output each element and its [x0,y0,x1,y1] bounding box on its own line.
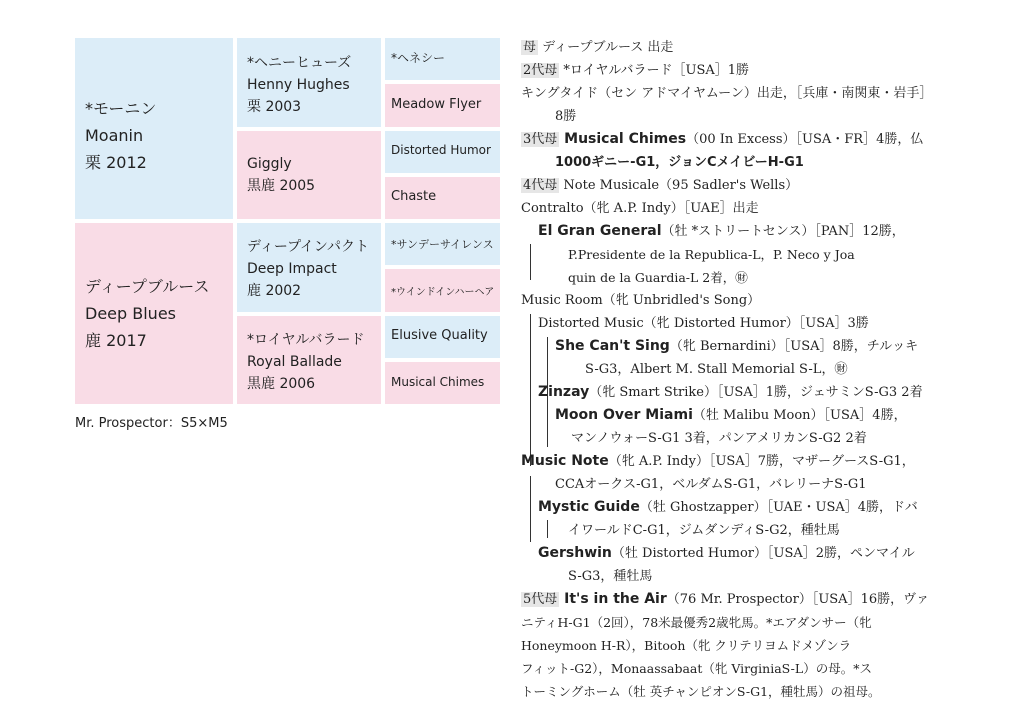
gen3-cell-1: *ヘネシー [385,38,500,80]
sire-name-jp: *モーニン [85,99,157,118]
dam-sire-info: 鹿 2002 [247,283,302,299]
sire-sire-name-jp: *ヘニーヒューズ [247,55,352,71]
line-text: ディープブルース 出走 [538,40,674,55]
generation-tag: 5代母 [523,592,558,607]
family-line: P.Presidente de la Republica-L，P. Neco y Joa [568,247,855,262]
line-text: （牝 Smart Strike）［USA］1勝，ジェサミンS-G3 2着 [589,385,923,400]
family-line: イワールドC-G1，ジムダンディS-G2，種牡馬 [568,523,840,538]
gen3-cell-7: Elusive Quality [385,316,500,358]
family-line: Music Room（牝 Unbridled's Song） [521,293,761,308]
family-line [521,496,968,519]
family-line: トーミングホーム（牡 英チャンピオンS-G1，種牡馬）の祖母。 [521,684,881,699]
sire-info: 栗 2012 [85,153,147,172]
line-text: （牝 Bernardini）［USA］8勝，チルッキ [669,339,919,354]
dam-dam-name-jp: *ロイヤルバラード [247,332,365,348]
family-line-dam [521,36,951,59]
family-line: S-G3，種牡馬 [568,569,653,584]
horse-name-bold: It's in the Air [559,591,667,607]
family-line: 8勝 [555,109,577,124]
dam-sire-cell [237,223,381,312]
horse-name-bold: Moon Over Miami [555,407,693,423]
family-line: CCAオークス-G1，ベルダムS-G1，バレリーナS-G1 [555,477,867,492]
family-line: マンノウォーS-G1 3着，パンアメリカンS-G2 2着 [571,431,867,446]
inbreeding-note: Mr. Prospector：S5×M5 [75,416,228,431]
horse-name-bold: Gershwin [538,545,612,561]
gen3-cell-5: *サンデーサイレンス [385,223,500,265]
gen3-cell-8: Musical Chimes [385,362,500,404]
dam-info: 鹿 2017 [85,331,147,350]
sire-dam-cell [237,131,381,219]
family-line: フィット-G2），Monaassabaat（牝 VirginiaS-L）の母。*ス [521,661,872,676]
dam-dam-info: 黒鹿 2006 [247,376,316,392]
line-text: （牡 Malibu Moon）［USA］4勝， [692,408,907,423]
family-line: キングタイド（セン アドマイヤムーン）出走，［兵庫・南関東・岩手］ [521,86,933,101]
family-line-2nd-dam [521,59,951,82]
dam-cell [75,223,233,404]
horse-name-bold: Music Note [521,453,609,469]
horse-name-bold: She Can't Sing [555,338,670,354]
gen3-cell-3: Distorted Humor [385,131,500,173]
family-line [521,450,951,473]
family-line: quin de la Guardia-L 2着，㊖ [568,270,748,285]
sire-cell [75,38,233,219]
family-line-5th-dam [521,588,951,611]
line-text: Note Musicale（95 Sadler's Wells） [559,178,799,193]
sire-sire-name-en: Henny Hughes [247,77,350,93]
dam-name-en: Deep Blues [85,304,176,323]
horse-name-bold: Zinzay [538,384,590,400]
sire-sire-info: 栗 2003 [247,99,302,115]
line-text: （牝 A.P. Indy）［USA］7勝，マザーグースS-G1， [608,454,915,469]
horse-name-bold: Musical Chimes [559,131,687,147]
dam-sire-name-jp: ディープインパクト [247,239,369,255]
generation-tag: 2代母 [523,63,558,78]
line-text: *ロイヤルバラード［USA］1勝 [559,63,750,78]
sire-name-en: Moanin [85,126,144,145]
sire-sire-cell [237,38,381,127]
family-line-4th-dam [521,174,951,197]
gen3-cell-2: Meadow Flyer [385,84,500,127]
family-line [521,542,968,565]
gen3-cell-4: Chaste [385,177,500,219]
family-line: ニティH-G1（2回），78米最優秀2歳牝馬。*エアダンサー（牝 [521,615,872,630]
generation-tag: 4代母 [523,178,558,193]
line-text: （76 Mr. Prospector）［USA］16勝，ヴァ [666,592,929,607]
dam-sire-name-en: Deep Impact [247,261,337,277]
family-line [521,404,985,427]
family-line [521,381,968,404]
generation-tag: 3代母 [523,132,558,147]
gen3-cell-6: *ウインドインハーヘア [385,269,500,312]
family-line [521,335,985,358]
family-line: Honeymoon H-R），Bitooh（牝 クリテリヨムドメゾンラ [521,638,852,653]
line-text: （牡 Distorted Humor）［USA］2勝，ペンマイル [611,546,915,561]
family-line-3rd-dam [521,128,951,151]
family-line: Contralto（牝 A.P. Indy）［UAE］出走 [521,201,759,216]
line-text: （00 In Excess）［USA・FR］4勝，仏 [686,132,924,147]
dam-name-jp: ディープブルース [85,277,210,296]
family-line: S-G3，Albert M. Stall Memorial S-L，㊖ [585,362,848,377]
generation-tag: 母 [523,40,537,55]
sire-dam-info: 黒鹿 2005 [247,178,316,194]
family-line: 1000ギニー-G1，ジョンCメイビーH-G1 [555,155,804,170]
dam-dam-name-en: Royal Ballade [247,354,342,370]
horse-name-bold: El Gran General [538,223,662,239]
horse-name-bold: Mystic Guide [538,499,640,515]
family-line [521,220,968,243]
family-line: Distorted Music（牝 Distorted Humor）［USA］3勝 [538,316,869,331]
line-text: （牡 Ghostzapper）［UAE・USA］4勝，ドバ [639,500,918,515]
dam-dam-cell [237,316,381,404]
line-text: （牡 *ストリートセンス）［PAN］12勝， [661,224,905,239]
sire-dam-name: Giggly [247,156,292,172]
